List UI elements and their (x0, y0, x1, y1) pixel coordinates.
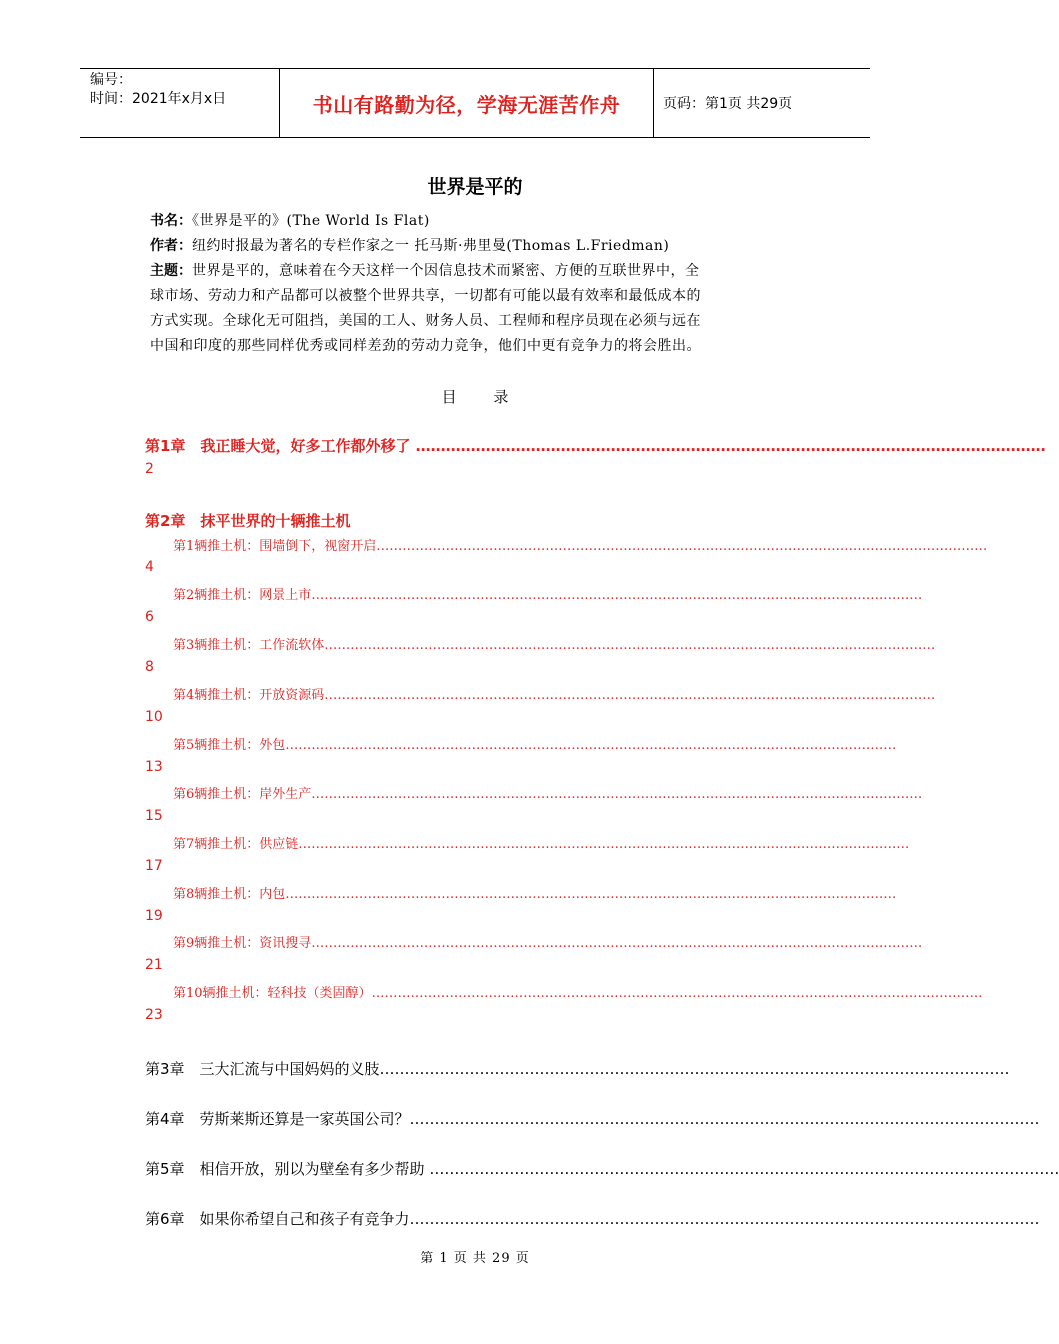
leader-dots: …………………………………………………………………………………………………………………………… (285, 887, 897, 902)
theme-line-3 (150, 309, 795, 334)
leader-dots: …………………………………………………………………………………………………………………………… (324, 638, 936, 653)
header-left-cell (80, 69, 280, 137)
toc-sub-2-page: 6 (145, 609, 154, 625)
leader-dots: ……………………………………………………………………………………………………………… (410, 437, 1046, 455)
toc-chapter-3-label: 第3章 三大汇流与中国妈妈的义肢 (145, 1060, 380, 1078)
author-value: 纽约时报最为著名的专栏作家之一 托马斯·弗里曼(Thomas L.Friedman) (192, 238, 670, 254)
toc-sub-1-page: 4 (145, 559, 154, 575)
toc-chapter-2[interactable] (145, 510, 805, 531)
toc-chapter-1[interactable] (145, 435, 1046, 456)
theme-line-2 (150, 284, 795, 309)
header-page-info: 页码：第1页 共29页 (663, 96, 793, 112)
toc-sub-8[interactable] (173, 883, 897, 902)
toc-sub-3[interactable] (173, 634, 936, 653)
toc-chapter-4[interactable] (145, 1108, 1040, 1129)
toc-sub-7-page: 17 (145, 858, 163, 874)
toc-sub-6-page: 15 (145, 808, 163, 824)
toc-sub-7[interactable] (173, 833, 910, 852)
toc-sub-6-label: 第6辆推土机：岸外生产 (173, 787, 312, 802)
toc-sub-3-label: 第3辆推土机：工作流软体 (173, 638, 325, 653)
leader-dots: …………………………………………………………………………………………………………………………… (311, 936, 923, 951)
theme-line-1 (150, 259, 795, 284)
leader-dots: …………………………………………………………………………………………………………………………… (298, 837, 910, 852)
toc-chapter-1-page: 2 (145, 461, 154, 477)
book-line (150, 209, 795, 234)
toc-sub-1-label: 第1辆推土机：围墙倒下，视窗开启 (173, 539, 377, 554)
book-value: 《世界是平的》(The World Is Flat) (192, 213, 430, 229)
author-line (150, 234, 795, 259)
theme-text-3: 方式实现。全球化无可阻挡，美国的工人、财务人员、工程师和程序员现在必须与远在 (150, 313, 701, 329)
date-label: 时间：2021年x月x日 (90, 91, 227, 107)
document-title: 世界是平的 (427, 176, 523, 198)
toc-sub-9-page: 21 (145, 957, 163, 973)
header-page-cell (654, 69, 870, 137)
toc-sub-8-label: 第8辆推土机：内包 (173, 887, 286, 902)
author-label: 作者： (150, 238, 192, 254)
leader-dots: ……………………………………………………………………………………………………………… (409, 1210, 1040, 1228)
toc-sub-5-label: 第5辆推土机：外包 (173, 738, 286, 753)
toc-sub-5-page: 13 (145, 759, 163, 775)
toc-chapter-2-label: 第2章 抹平世界的十辆推土机 (145, 512, 351, 530)
leader-dots: ……………………………………………………………………………………………………………… (429, 1160, 1059, 1178)
toc-sub-5[interactable] (173, 734, 897, 753)
toc-chapter-4-label: 第4章 劳斯莱斯还算是一家英国公司？ (145, 1110, 410, 1128)
leader-dots: …………………………………………………………………………………………………………………………… (371, 986, 983, 1001)
toc-chapter-5[interactable] (145, 1158, 1059, 1179)
toc-sub-3-page: 8 (145, 659, 154, 675)
code-label: 编号： (90, 72, 132, 88)
toc-heading: 目 录 (441, 388, 525, 406)
toc-chapter-6[interactable] (145, 1208, 1040, 1229)
theme-text-1: 世界是平的，意味着在今天这样一个因信息技术而紧密、方便的互联世界中，全 (192, 263, 700, 279)
toc-sub-2-label: 第2辆推土机：网景上市 (173, 588, 312, 603)
toc-sub-8-page: 19 (145, 908, 163, 924)
leader-dots: …………………………………………………………………………………………………………………………… (311, 588, 923, 603)
toc-chapter-1-label: 第1章 我正睡大觉，好多工作都外移了 (145, 437, 411, 455)
toc-sub-9[interactable] (173, 932, 923, 951)
toc-sub-6[interactable] (173, 783, 923, 802)
toc-chapter-6-label: 第6章 如果你希望自己和孩子有竞争力 (145, 1210, 410, 1228)
leader-dots: …………………………………………………………………………………………………………………………… (376, 539, 988, 554)
theme-text-4: 中国和印度的那些同样优秀或同样差劲的劳动力竞争，他们中更有竞争力的将会胜出。 (150, 338, 701, 354)
book-label: 书名： (150, 213, 192, 229)
page-header (80, 68, 870, 138)
leader-dots: ……………………………………………………………………………………………………………… (379, 1060, 1010, 1078)
toc-sub-10-page: 23 (145, 1007, 163, 1023)
leader-dots: …………………………………………………………………………………………………………………………… (324, 688, 936, 703)
toc-sub-7-label: 第7辆推土机：供应链 (173, 837, 299, 852)
toc-chapter-3[interactable] (145, 1058, 1010, 1079)
toc-sub-10[interactable] (173, 982, 983, 1001)
header-motto: 书山有路勤为径，学海无涯苦作舟 (312, 92, 621, 117)
page-footer: 第 1 页 共 29 页 (420, 1251, 530, 1266)
toc-sub-4-page: 10 (145, 709, 163, 725)
theme-line-4 (150, 334, 795, 359)
leader-dots: …………………………………………………………………………………………………………………………… (285, 738, 897, 753)
toc-sub-1[interactable] (173, 535, 988, 554)
leader-dots: …………………………………………………………………………………………………………………………… (311, 787, 923, 802)
toc-sub-10-label: 第10辆推土机：轻科技（类固醇） (173, 986, 372, 1001)
theme-text-2: 球市场、劳动力和产品都可以被整个世界共享，一切都有可能以最有效率和最低成本的 (150, 288, 701, 304)
theme-label: 主题： (150, 263, 192, 279)
leader-dots: ……………………………………………………………………………………………………………… (409, 1110, 1040, 1128)
header-motto-cell (280, 69, 654, 137)
toc-sub-9-label: 第9辆推土机：资讯搜寻 (173, 936, 312, 951)
toc-sub-4-label: 第4辆推土机：开放资源码 (173, 688, 325, 703)
toc-sub-2[interactable] (173, 584, 923, 603)
toc-sub-4[interactable] (173, 684, 936, 703)
toc-chapter-5-label: 第5章 相信开放，别以为壁垒有多少帮助 (145, 1160, 430, 1178)
